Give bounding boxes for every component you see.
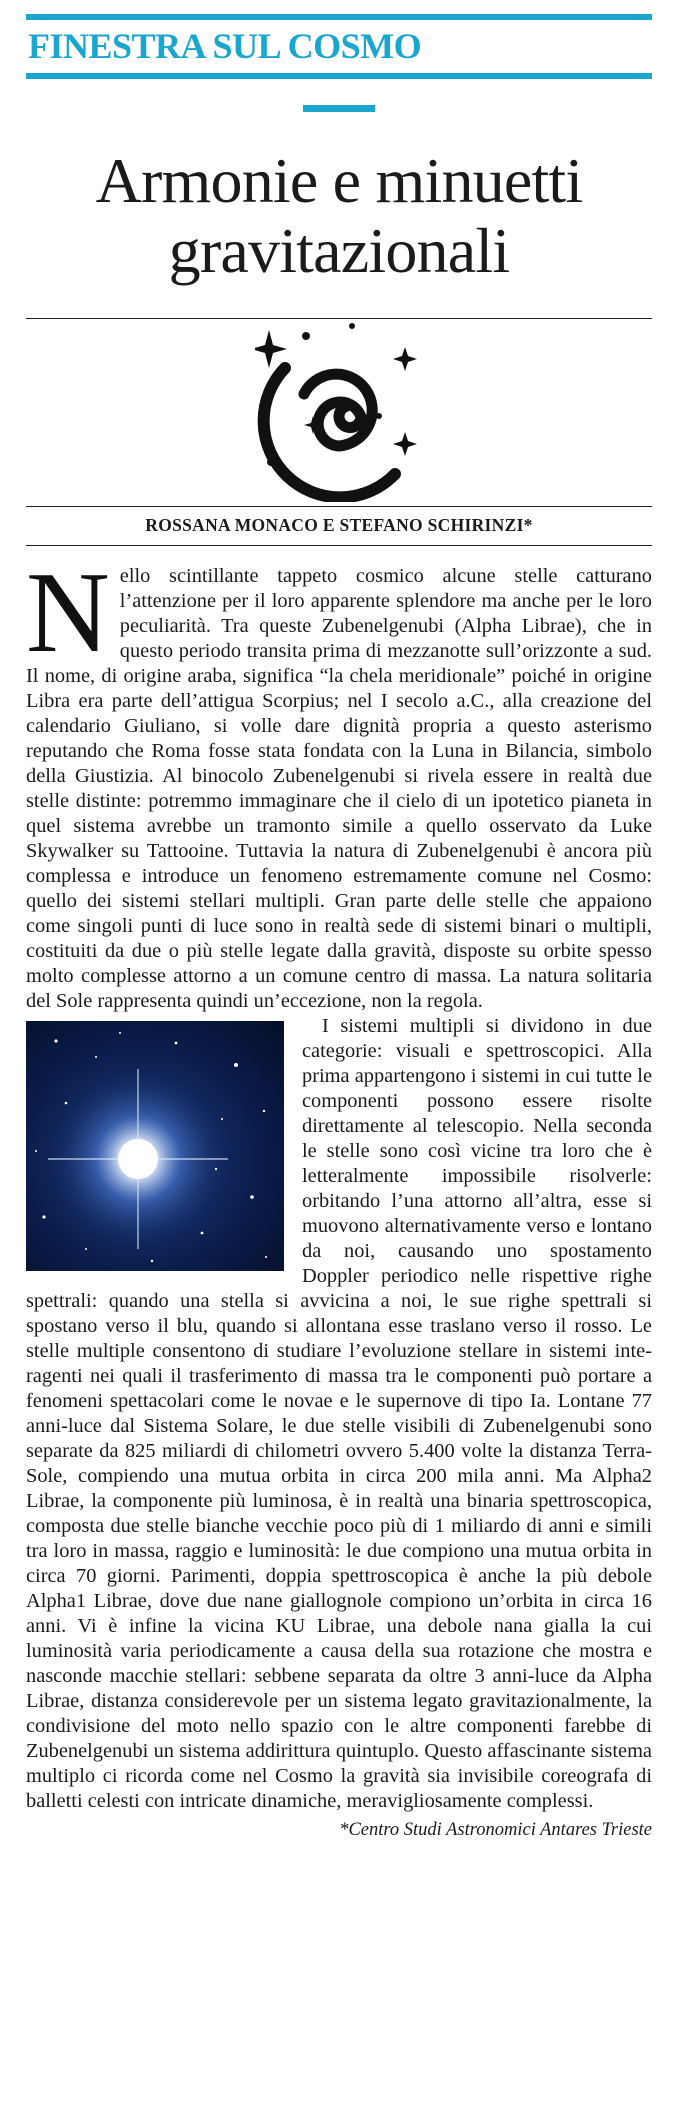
spiral-galaxy-stars-icon: [255, 322, 423, 502]
footnote: *Centro Studi Astronomici Antares Trieste: [339, 1820, 652, 1840]
drop-cap: N: [26, 549, 110, 677]
headline-line-1: Armonie e minuetti: [95, 145, 583, 216]
byline-bottom-rule: [26, 545, 652, 546]
paragraph-2-text: I sistemi multipli si dividono in due categorie: visuali e spettroscopici. Alla prima appartengono i sistemi in cui tutte le componenti possono essere risolte direttamente al telescopio. Nella seconda le stelle sono così vicine tra loro che è letteralmente impossibile risolverle: orbitando l’una attorno all’altra, esse si muovono alternativamente verso e lontano da noi, causando uno spostamento Doppler periodico nelle rispettive righe spettrali: quando una stella si avvicina a noi, le sue righe spettrali si spostano verso il blu, quando si allontana esse traslano verso il rosso. Le stelle multiple consentono di studiare l’evoluzione stellare in sistemi interagenti nei quali il trasferimento di massa tra le componenti può portare a fenomeni spettacolari come le novae e le supernove di tipo Ia. Lontane 77 anni-luce dal Sistema Solare, le due stelle visibili di Zubenelgenubi sono separate da 825 miliardi di chilometri ovvero 5.400 volte la distanza Terra-Sole, compiendo una mutua orbita in circa 200 mila anni. Ma Alpha2 Librae, la componente più luminosa, è in realtà una binaria spettroscopica, composta due stelle bianche vecchie poco più di 1 miliardo di anni e simili tra loro in massa, raggio e luminosità: le due compiono una mutua orbita in circa 70 giorni. Parimenti, doppia spettroscopica è anche la più debole Alpha1 Librae, dove due nane giallognole compiono un’orbita in circa 16 anni. Vi è infine la vicina KU Librae, una debole nana gialla la cui luminosità varia periodicamente a causa della sua rotazione che mostra e nasconde macchie stellari: sebbene separata da oltre 3 anni-luce da Alpha Librae, distanza considerevole per un sistema legato gravitazionalmente, la condivisione del moto nello spazio con le altre componenti farebbe di Zubenelgenubi un sistema addirittura quintuplo. Questo affascinante sistema multiplo ci ricorda come nel Cosmo la gravità sia invisibile coreografa di balletti celesti con intricate dinamiche, meravigliosamente complessi.: [26, 1015, 652, 1812]
headline-line-2: gravitazionali: [168, 215, 510, 286]
bright-star-photo: [26, 1021, 284, 1271]
article-page: [26, 14, 652, 1843]
article-body: [26, 549, 652, 1843]
title-accent-bar: [303, 105, 375, 112]
byline: ROSSANA MONACO E STEFANO SCHIRINZI*: [145, 515, 533, 535]
paragraph-1: [26, 549, 652, 1014]
headline-divider: [26, 318, 652, 319]
headline: [26, 146, 652, 286]
rubric-bottom-rule: [26, 73, 652, 79]
paragraph-1-text: ello scintillante tappeto cosmico alcune stelle catturano l’attenzione per il loro apparente splendore ma anche per le loro peculiarità. Tra queste Zubenelgenubi (Alpha Librae), che in questo periodo transita prima di mezzanotte sull’orizzonte a sud. Il nome, di origine araba, significa “la chela meridionale” poiché in origine Libra era parte dell’attigua Scorpius; nel I secolo a.C., alla creazione del calendario Giuliano, si volle dare dignità propria a questo asterismo reputando che Roma fosse stata fondata con la Luna in Bilancia, simbolo della Giustizia. Al binocolo Zubenelgenubi si rivela essere in realtà due stelle distinte: potremmo immaginare che il cielo di un ipotetico pianeta in quel sistema avrebbe un tramonto simile a quello osservato da Luke Skywalker su Tattooine. Tuttavia la natura di Zubenelgenubi è ancora più complessa e introduce un fenomeno estremamente comune nel Cosmo: quello dei sistemi stellari multipli. Gran parte delle stelle che appaiono come singoli punti di luce sono in realtà sede di sistemi binari o multipli, costituiti da due o più stelle legate dalla gravità, disposte su orbite spesso molto complesse attorno a un comune centro di massa. La natura solitaria del Sole rappresenta quindi un’eccezione, non la regola.: [26, 565, 652, 1012]
section-rubric: FINESTRA SUL COSMO: [28, 26, 422, 66]
